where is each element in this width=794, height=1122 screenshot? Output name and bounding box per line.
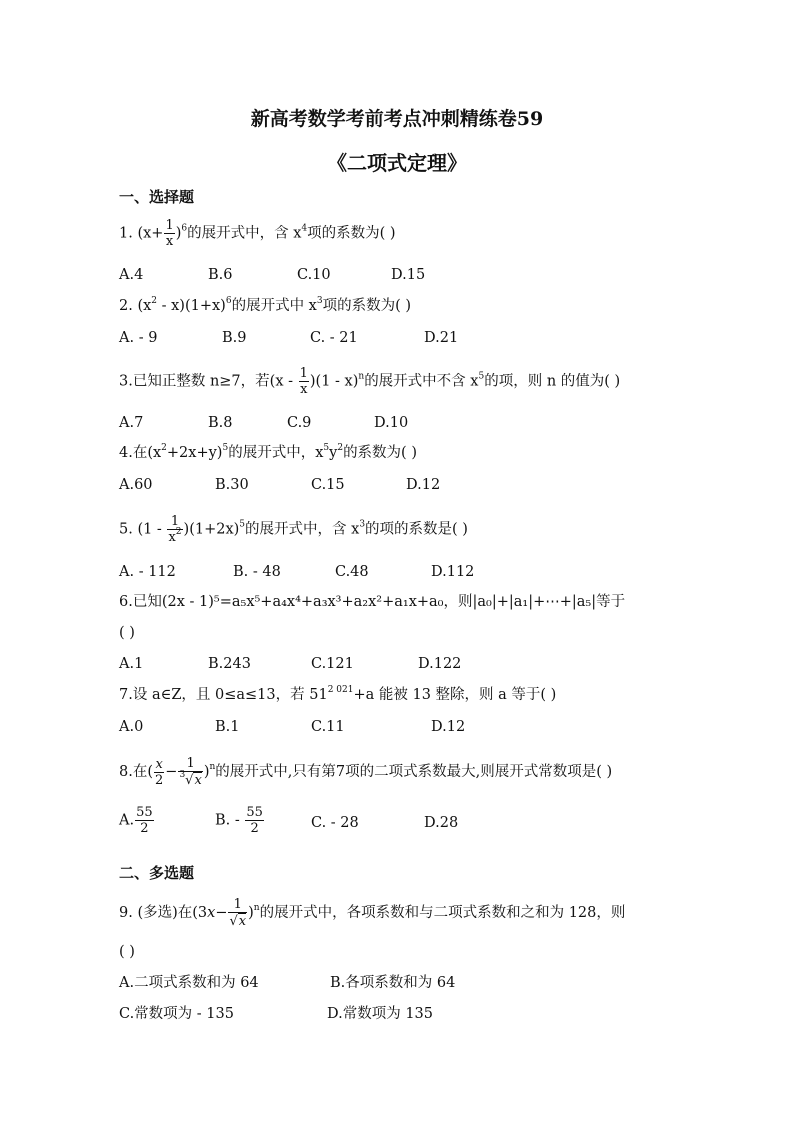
- q5-option-d: D.112: [431, 564, 475, 580]
- q3-fraction: [299, 366, 309, 397]
- q4-exp-3: 5: [323, 443, 330, 453]
- page-title: 新高考数学考前考点冲刺精练卷59: [250, 108, 544, 130]
- question-6: 6.已知(2x - 1)⁵=a₅x⁵+a₄x⁴+a₃x³+a₂x²+a₁x+a₀，则|a₀|+|a₁|+⋯+|a₅|等于: [119, 594, 626, 610]
- q9-option-a: A.二项式系数和为 64: [119, 975, 259, 991]
- section-heading-choice: 一、选择题: [119, 188, 195, 206]
- section-heading-multi: 二、多选题: [119, 864, 195, 882]
- question-3: [119, 366, 620, 397]
- question-1: 1. (x+ $\frac{1}{x}$ )$^6$的展开式中，含 $x^4$项的系数为( ): [119, 218, 396, 249]
- q2-text-a: 2. (x: [119, 298, 152, 314]
- q3-exp-1: n: [358, 371, 365, 382]
- q5-option-c: C.48: [335, 564, 369, 580]
- q8-option-a: [119, 805, 155, 836]
- q4-text-d: y: [329, 445, 338, 461]
- q2-option-a: A. - 9: [119, 330, 158, 346]
- q2-option-b: B.9: [222, 330, 247, 346]
- q9-mid: ): [248, 905, 254, 921]
- q7-option-a: A.0: [119, 719, 144, 735]
- q5-post: 的展开式中，含 x: [245, 521, 360, 538]
- q8-exp-1: n: [209, 762, 216, 772]
- q5-den-exp: 2: [175, 527, 182, 537]
- q8-root-index: 3: [179, 770, 186, 780]
- q8-option-a-den: 2: [140, 821, 149, 836]
- q3-mid: )(1 - x): [309, 373, 359, 390]
- q2-text-c: 的展开式中 x: [231, 298, 317, 314]
- q4-text-a: 4.在(x: [119, 445, 162, 461]
- q8-f2-num: 1: [178, 756, 202, 772]
- question-2: [119, 296, 411, 316]
- q2-exp-3: 3: [316, 296, 323, 306]
- q1-exp: 6: [181, 223, 188, 234]
- q1-num: 1: [165, 218, 174, 233]
- q1-fraction: [164, 218, 174, 249]
- q6-option-c: C.121: [311, 656, 354, 672]
- q5-fraction: [167, 514, 182, 545]
- question-5: [119, 514, 468, 545]
- q4-exp-2: 5: [222, 443, 229, 453]
- q3-post: 的展开式中不含 x: [364, 373, 479, 390]
- q9-minus: −: [215, 905, 228, 921]
- q2-text-b: - x)(1+x): [157, 298, 226, 314]
- q5-exp-1: 5: [239, 519, 246, 530]
- q9-den: x: [238, 914, 247, 929]
- q3-post2: 的项，则 n 的值为( ): [484, 373, 621, 390]
- question-9-bracket: ( ): [119, 944, 135, 960]
- q5-mid: )(1+2x): [183, 521, 240, 538]
- q8-option-b-num: 55: [246, 805, 263, 820]
- q4-option-b: B.30: [215, 477, 249, 493]
- q5-option-b: B. - 48: [233, 564, 281, 580]
- q3-text: 3.已知正整数 n≥7，若(x -: [119, 373, 298, 390]
- q1-option-a: A.4: [119, 267, 144, 283]
- q1-post-exp: 4: [301, 223, 308, 234]
- q8-f1-num: x: [155, 756, 163, 772]
- q3-option-c: C.9: [287, 415, 312, 431]
- q1-post: 的展开式中，含 x: [187, 225, 302, 242]
- q9-option-c: C.常数项为 - 135: [119, 1006, 234, 1022]
- q9-option-d: D.常数项为 135: [327, 1006, 434, 1022]
- q4-option-c: C.15: [311, 477, 345, 493]
- page-subtitle: 《二项式定理》: [327, 151, 467, 175]
- q8-option-b-den: 2: [250, 821, 259, 836]
- q6-option-b: B.243: [208, 656, 251, 672]
- q7-option-d: D.12: [431, 719, 466, 735]
- q9-post: 的展开式中，各项系数和与二项式系数和之和为 128，则: [259, 905, 626, 921]
- q5-option-a: A. - 112: [119, 564, 176, 580]
- q3-exp-2: 5: [478, 371, 485, 382]
- q4-exp-4: 2: [337, 443, 344, 453]
- q5-text: 5. (1 -: [119, 521, 167, 538]
- q1-option-d: D.15: [391, 267, 426, 283]
- q2-text-d: 项的系数为( ): [322, 298, 412, 314]
- question-6-bracket: ( ): [119, 625, 135, 641]
- q8-fraction-2: [178, 756, 202, 788]
- q4-text-f: 的系数为( ): [343, 445, 417, 461]
- q4-option-d: D.12: [406, 477, 441, 493]
- q8-fraction-1: [154, 757, 164, 788]
- q4-exp-1: 2: [161, 443, 167, 453]
- q5-exp-2: 3: [359, 519, 366, 530]
- q4-text-b: +2x+y): [166, 445, 223, 461]
- q2-exp-1: 2: [151, 296, 158, 306]
- q8-option-b: [215, 805, 265, 836]
- q9-fraction: [228, 897, 247, 929]
- q3-option-a: A.7: [119, 415, 144, 431]
- q3-option-b: B.8: [208, 415, 233, 431]
- q1-post2: 项的系数为( ): [307, 225, 396, 242]
- q8-post: 的展开式中,只有第7项的二项式系数最大,则展开式常数项是( ): [215, 764, 613, 780]
- q8-option-a-label: A.: [119, 812, 135, 829]
- q8-f2-den: x: [194, 773, 202, 788]
- q3-option-d: D.10: [374, 415, 409, 431]
- q8-minus: −: [165, 764, 178, 780]
- q8-mid: ): [203, 764, 210, 780]
- q7-option-b: B.1: [215, 719, 240, 735]
- q8-option-d: D.28: [424, 815, 459, 831]
- q2-exp-2: 6: [225, 296, 232, 306]
- q8-option-b-fraction: [245, 805, 264, 836]
- q7-text-b: +a 能被 13 整除，则 a 等于( ): [353, 687, 557, 703]
- question-4: [119, 443, 417, 463]
- q8-f2-den-wrap: $^3$√x: [179, 770, 202, 788]
- q7-text-a: 7.设 a∈Z，且 0≤a≤13，若 51: [119, 687, 328, 703]
- question-9: [119, 897, 625, 929]
- q6-option-d: D.122: [418, 656, 462, 672]
- q7-option-c: C.11: [311, 719, 345, 735]
- q5-post2: 的项的系数是( ): [365, 521, 468, 538]
- q5-den: x: [168, 530, 176, 545]
- q9-den-wrap: √x: [229, 914, 247, 929]
- q8-f1-den: 2: [155, 772, 164, 788]
- q9-text: 9. (多选)在(3: [119, 905, 208, 921]
- q8-option-a-fraction: [135, 805, 154, 836]
- q8-option-a-num: 55: [136, 805, 153, 820]
- q1-den: x: [165, 234, 174, 249]
- q8-option-c: C. - 28: [311, 815, 359, 831]
- q5-den-wrap: [167, 527, 182, 545]
- q9-x: x: [207, 905, 216, 921]
- q7-exp-1: 2 021: [327, 685, 354, 695]
- question-7: [119, 685, 556, 705]
- q8-option-b-label: B. -: [215, 812, 245, 829]
- q3-den: x: [300, 382, 308, 397]
- q2-option-c: C. - 21: [310, 330, 358, 346]
- q6-option-a: A.1: [119, 656, 144, 672]
- q2-option-d: D.21: [424, 330, 459, 346]
- q9-option-b: B.各项系数和为 64: [330, 975, 456, 991]
- q9-num: 1: [228, 897, 247, 913]
- q3-num: 1: [299, 366, 308, 381]
- question-8: [119, 756, 612, 788]
- q1-text: 1. (x+: [119, 225, 164, 242]
- q8-text: 8.在(: [119, 764, 153, 780]
- q9-exp-1: n: [253, 903, 260, 913]
- q1-option-b: B.6: [208, 267, 233, 283]
- q4-text-c: 的展开式中，x: [228, 445, 324, 461]
- q5-num: 1: [167, 514, 182, 530]
- q4-option-a: A.60: [119, 477, 153, 493]
- q1-option-c: C.10: [297, 267, 331, 283]
